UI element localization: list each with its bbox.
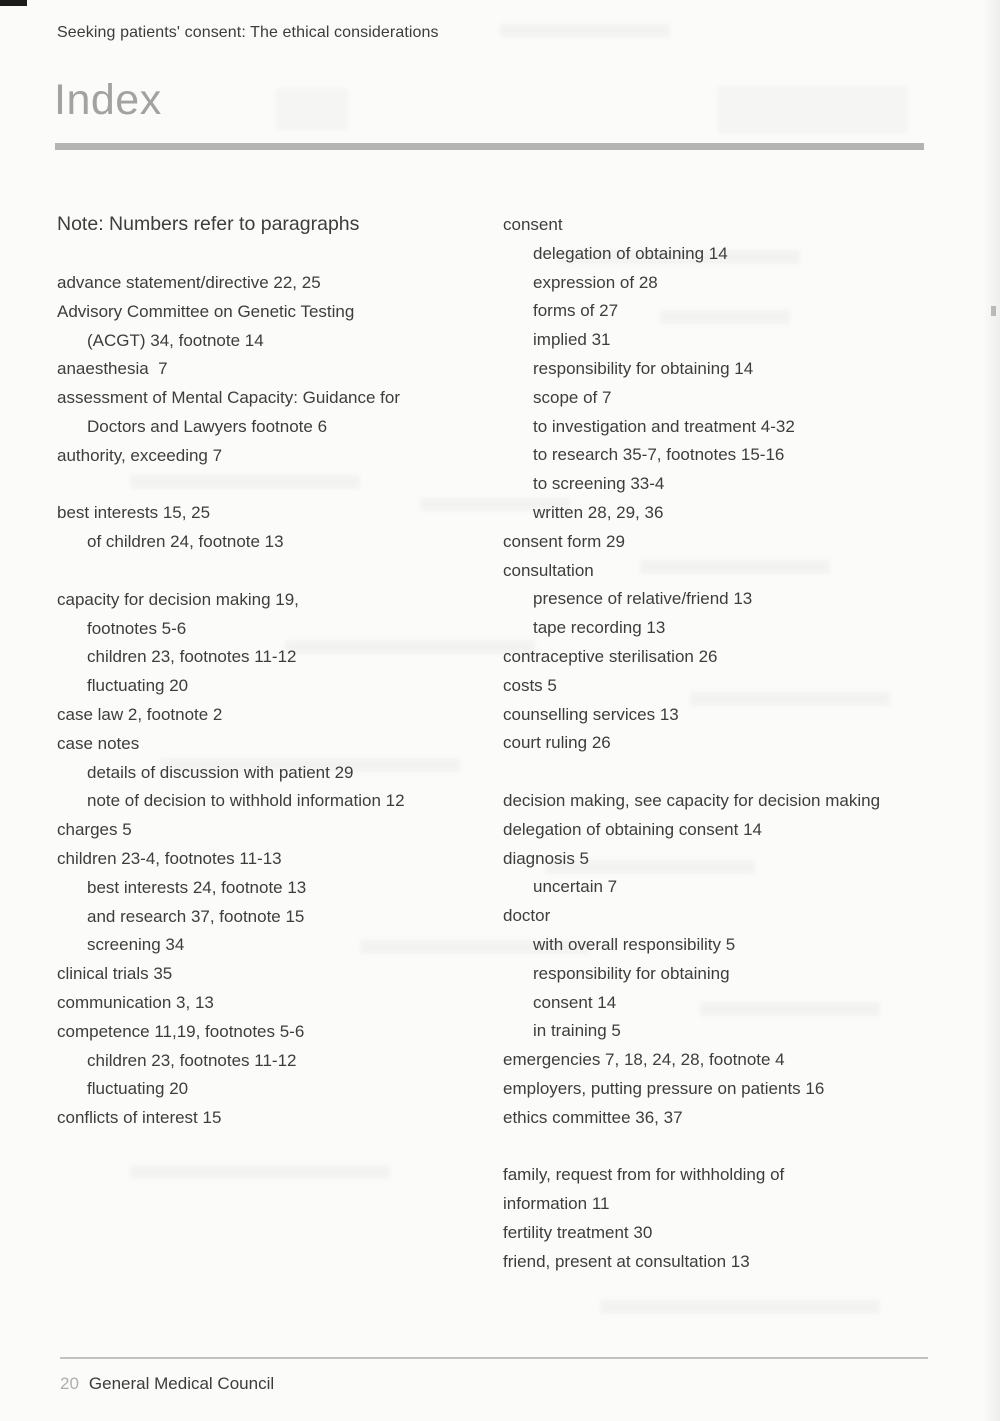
index-entry: note of decision to withhold information 12 bbox=[87, 791, 405, 811]
index-entry: consent bbox=[503, 215, 563, 234]
index-entry: fertility treatment 30 bbox=[503, 1222, 653, 1242]
index-entry: fluctuating 20 bbox=[87, 1079, 189, 1099]
scan-corner-mark bbox=[0, 0, 27, 6]
index-entry: capacity for decision making 19, bbox=[57, 589, 299, 609]
index-entry: ethics committee 36, 37 bbox=[503, 1107, 683, 1127]
index-entry: court ruling 26 bbox=[503, 733, 611, 753]
show-through-artifact bbox=[500, 24, 670, 37]
index-entry: uncertain 7 bbox=[533, 877, 618, 897]
index-entry: scope of 7 bbox=[533, 387, 612, 407]
index-entry: family, request from for withholding of bbox=[503, 1165, 785, 1185]
index-entry: contraceptive sterilisation 26 bbox=[503, 646, 718, 666]
index-entry: tape recording 13 bbox=[533, 618, 666, 638]
index-entry: (ACGT) 34, footnote 14 bbox=[87, 330, 264, 350]
title-rule bbox=[55, 143, 924, 150]
index-entry: doctor bbox=[503, 906, 551, 926]
index-column-right bbox=[503, 211, 943, 1276]
index-entry: fluctuating 20 bbox=[87, 676, 189, 696]
publisher-name: General Medical Council bbox=[88, 1374, 275, 1393]
show-through-artifact bbox=[130, 1165, 390, 1179]
index-entry: communication 3, 13 bbox=[57, 992, 214, 1012]
index-entry: responsibility for obtaining 14 bbox=[533, 358, 754, 378]
index-entry: friend, present at consultation 13 bbox=[503, 1251, 750, 1271]
index-gap bbox=[57, 471, 487, 500]
index-entry: information 11 bbox=[503, 1194, 610, 1214]
index-entry: costs 5 bbox=[503, 675, 557, 695]
index-entry: in training 5 bbox=[533, 1021, 621, 1041]
page-footer bbox=[60, 1374, 274, 1394]
index-gap bbox=[57, 557, 487, 586]
index-entry: consultation bbox=[503, 560, 594, 580]
show-through-artifact bbox=[276, 88, 348, 130]
index-entry: charges 5 bbox=[57, 820, 132, 840]
index-entry: footnotes 5-6 bbox=[87, 618, 187, 638]
index-entry: and research 37, footnote 15 bbox=[87, 906, 305, 926]
index-gap bbox=[503, 758, 943, 787]
index-entry: case law 2, footnote 2 bbox=[57, 704, 223, 724]
show-through-artifact bbox=[718, 86, 908, 134]
page-title: Index bbox=[54, 76, 162, 124]
index-entry: anaesthesia 7 bbox=[57, 359, 168, 379]
index-entry: implied 31 bbox=[533, 330, 611, 350]
index-entry: Doctors and Lawyers footnote 6 bbox=[87, 416, 328, 436]
index-entry: delegation of obtaining 14 bbox=[533, 243, 728, 263]
scan-edge-mark bbox=[991, 306, 996, 316]
index-entry: decision making, see capacity for decision making bbox=[503, 790, 881, 810]
index-entry: children 23-4, footnotes 11-13 bbox=[57, 848, 282, 868]
index-entry: to research 35-7, footnotes 15-16 bbox=[533, 445, 785, 465]
index-entry: with overall responsibility 5 bbox=[533, 934, 736, 954]
index-entry: of children 24, footnote 13 bbox=[87, 532, 284, 552]
index-entry: conflicts of interest 15 bbox=[57, 1108, 222, 1128]
index-entry: emergencies 7, 18, 24, 28, footnote 4 bbox=[503, 1050, 785, 1070]
index-entry: delegation of obtaining consent 14 bbox=[503, 819, 762, 839]
index-note: Note: Numbers refer to paragraphs bbox=[57, 213, 360, 235]
index-entry: to investigation and treatment 4-32 bbox=[533, 416, 795, 436]
index-column-left bbox=[57, 269, 487, 1133]
show-through-artifact bbox=[600, 1300, 880, 1314]
running-header: Seeking patients' consent: The ethical considerations bbox=[57, 24, 439, 41]
index-entry: children 23, footnotes 11-12 bbox=[87, 1050, 297, 1070]
index-entry: best interests 15, 25 bbox=[57, 503, 211, 523]
index-entry: advance statement/directive 22, 25 bbox=[57, 273, 321, 292]
index-entry: consent 14 bbox=[533, 992, 617, 1012]
index-entry: best interests 24, footnote 13 bbox=[87, 877, 307, 897]
index-entry: Advisory Committee on Genetic Testing bbox=[57, 301, 355, 321]
index-entry: counselling services 13 bbox=[503, 704, 679, 724]
page-number: 20 bbox=[60, 1374, 79, 1393]
index-entry: clinical trials 35 bbox=[57, 964, 173, 984]
index-entry: written 28, 29, 36 bbox=[533, 502, 664, 522]
index-entry: diagnosis 5 bbox=[503, 848, 590, 868]
index-entry: responsibility for obtaining bbox=[533, 963, 730, 983]
index-entry: case notes bbox=[57, 733, 140, 753]
index-entry: consent form 29 bbox=[503, 531, 625, 551]
index-entry: competence 11,19, footnotes 5-6 bbox=[57, 1021, 305, 1041]
index-entry: employers, putting pressure on patients 16 bbox=[503, 1078, 825, 1098]
index-entry: screening 34 bbox=[87, 935, 185, 955]
footer-rule bbox=[60, 1357, 928, 1359]
index-entry: children 23, footnotes 11-12 bbox=[87, 647, 297, 667]
index-entry: presence of relative/friend 13 bbox=[533, 589, 753, 609]
index-entry: expression of 28 bbox=[533, 272, 658, 292]
index-entry: assessment of Mental Capacity: Guidance for bbox=[57, 388, 400, 408]
index-entry: forms of 27 bbox=[533, 301, 619, 321]
index-gap bbox=[503, 1133, 943, 1162]
index-entry: authority, exceeding 7 bbox=[57, 445, 223, 465]
index-entry: details of discussion with patient 29 bbox=[87, 762, 354, 782]
index-entry: to screening 33-4 bbox=[533, 474, 665, 494]
